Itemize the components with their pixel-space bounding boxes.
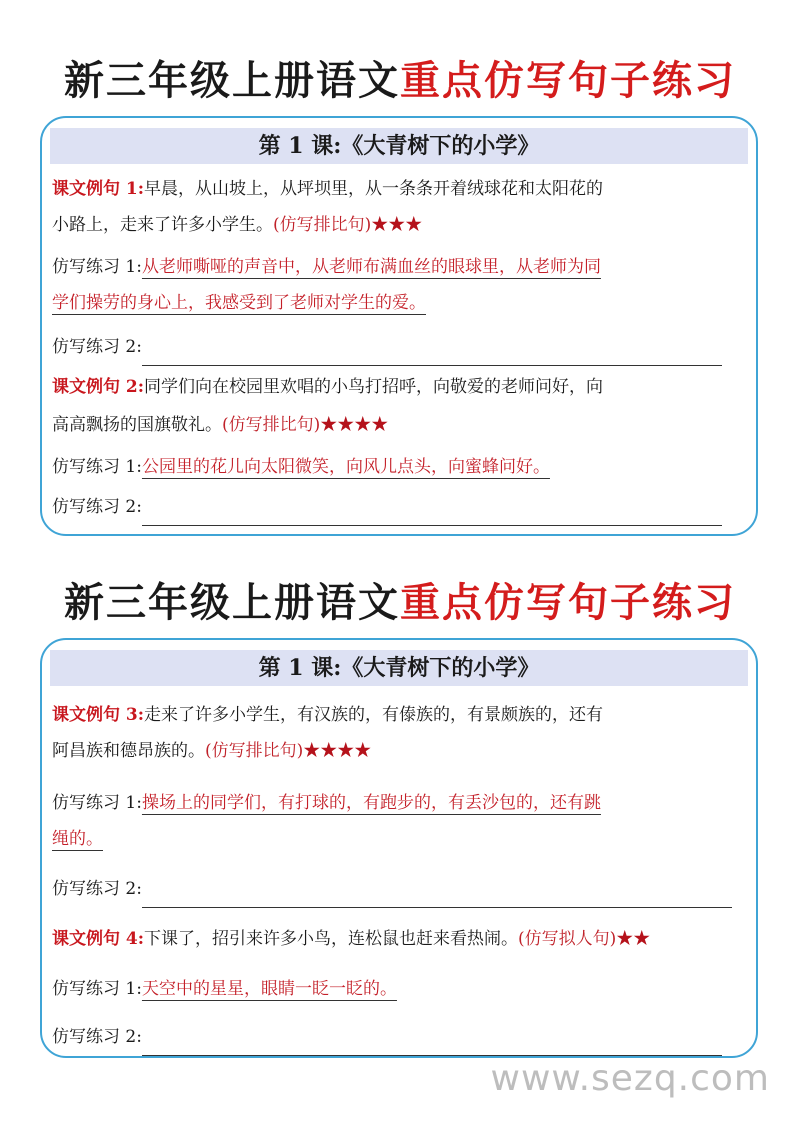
example-note: (仿写排比句) — [273, 215, 372, 235]
example-label: 课文例句 2: — [52, 377, 145, 397]
practice-label: 仿写练习 1: — [52, 257, 142, 277]
example-label: 课文例句 3: — [52, 705, 145, 725]
lesson-heading: 第 1 课:《大青树下的小学》 — [50, 128, 748, 164]
answer-blank[interactable] — [142, 495, 722, 526]
practice-line — [52, 820, 742, 858]
example-text: 下课了，招引来许多小鸟，连松鼠也赶来看热闹。 — [144, 929, 519, 949]
example-label: 课文例句 4: — [52, 929, 145, 949]
title-red: 重点仿写句子练习 — [400, 58, 736, 104]
answer-blank[interactable] — [142, 1025, 722, 1056]
example-text: 同学们向在校园里欢唱的小鸟打招呼，向敬爱的老师问好，向 — [144, 377, 604, 397]
practice-label: 仿写练习 1: — [52, 979, 142, 999]
star-rating: ★★★ — [371, 215, 423, 235]
example-text: 高高飘扬的国旗敬礼。 — [52, 415, 222, 435]
practice-line — [52, 870, 742, 908]
practice-answer: 操场上的同学们，有打球的，有跑步的，有丢沙包的，还有跳 — [141, 793, 601, 813]
practice-label: 仿写练习 2: — [52, 1027, 142, 1047]
example-note: (仿写排比句) — [205, 741, 304, 761]
practice-answer: 公园里的花儿向太阳微笑，向风儿点头，向蜜蜂问好。 — [141, 457, 550, 477]
practice-line — [52, 284, 742, 322]
star-rating: ★★★★ — [320, 415, 389, 435]
star-rating: ★★★★ — [303, 741, 372, 761]
title-red: 重点仿写句子练习 — [400, 580, 736, 626]
exercise-card — [40, 638, 758, 1058]
example-text: 早晨，从山坡上，从坪坝里，从一条条开着绒球花和太阳花的 — [144, 179, 604, 199]
practice-answer: 从老师嘶哑的声音中，从老师布满血丝的眼球里，从老师为同 — [141, 257, 601, 277]
practice-answer: 天空中的星星，眼睛一眨一眨的。 — [141, 979, 397, 999]
watermark-text: www.sezq.com — [490, 1058, 770, 1099]
example-text: 小路上，走来了许多小学生。 — [52, 215, 273, 235]
practice-line — [52, 970, 742, 1008]
lesson-heading: 第 1 课:《大青树下的小学》 — [50, 650, 748, 686]
example-line — [52, 368, 742, 406]
answer-blank[interactable] — [142, 335, 722, 366]
practice-label: 仿写练习 2: — [52, 879, 142, 899]
title-black: 新三年级上册语文 — [64, 580, 400, 626]
example-line — [52, 170, 742, 208]
example-note: (仿写拟人句) — [518, 929, 617, 949]
practice-answer: 绳的。 — [52, 829, 103, 849]
practice-label: 仿写练习 1: — [52, 457, 142, 477]
example-line — [52, 696, 742, 734]
practice-line — [52, 328, 742, 366]
practice-line — [52, 784, 742, 822]
practice-line — [52, 248, 742, 286]
title-black: 新三年级上册语文 — [64, 58, 400, 104]
example-label: 课文例句 1: — [52, 179, 145, 199]
page-title — [0, 578, 800, 628]
star-rating: ★★ — [616, 929, 651, 949]
practice-answer: 学们操劳的身心上，我感受到了老师对学生的爱。 — [52, 293, 426, 313]
example-line — [52, 206, 742, 244]
page-title — [0, 56, 800, 106]
example-line — [52, 406, 742, 444]
example-text: 阿昌族和德昂族的。 — [52, 741, 205, 761]
practice-label: 仿写练习 2: — [52, 337, 142, 357]
practice-line — [52, 448, 742, 486]
example-note: (仿写排比句) — [222, 415, 321, 435]
example-line — [52, 732, 742, 770]
practice-label: 仿写练习 1: — [52, 793, 142, 813]
example-line — [52, 920, 742, 958]
practice-label: 仿写练习 2: — [52, 497, 142, 517]
exercise-card — [40, 116, 758, 536]
practice-line — [52, 488, 742, 526]
example-text: 走来了许多小学生，有汉族的，有傣族的，有景颇族的，还有 — [144, 705, 604, 725]
answer-blank[interactable] — [142, 877, 732, 908]
practice-line — [52, 1018, 742, 1056]
